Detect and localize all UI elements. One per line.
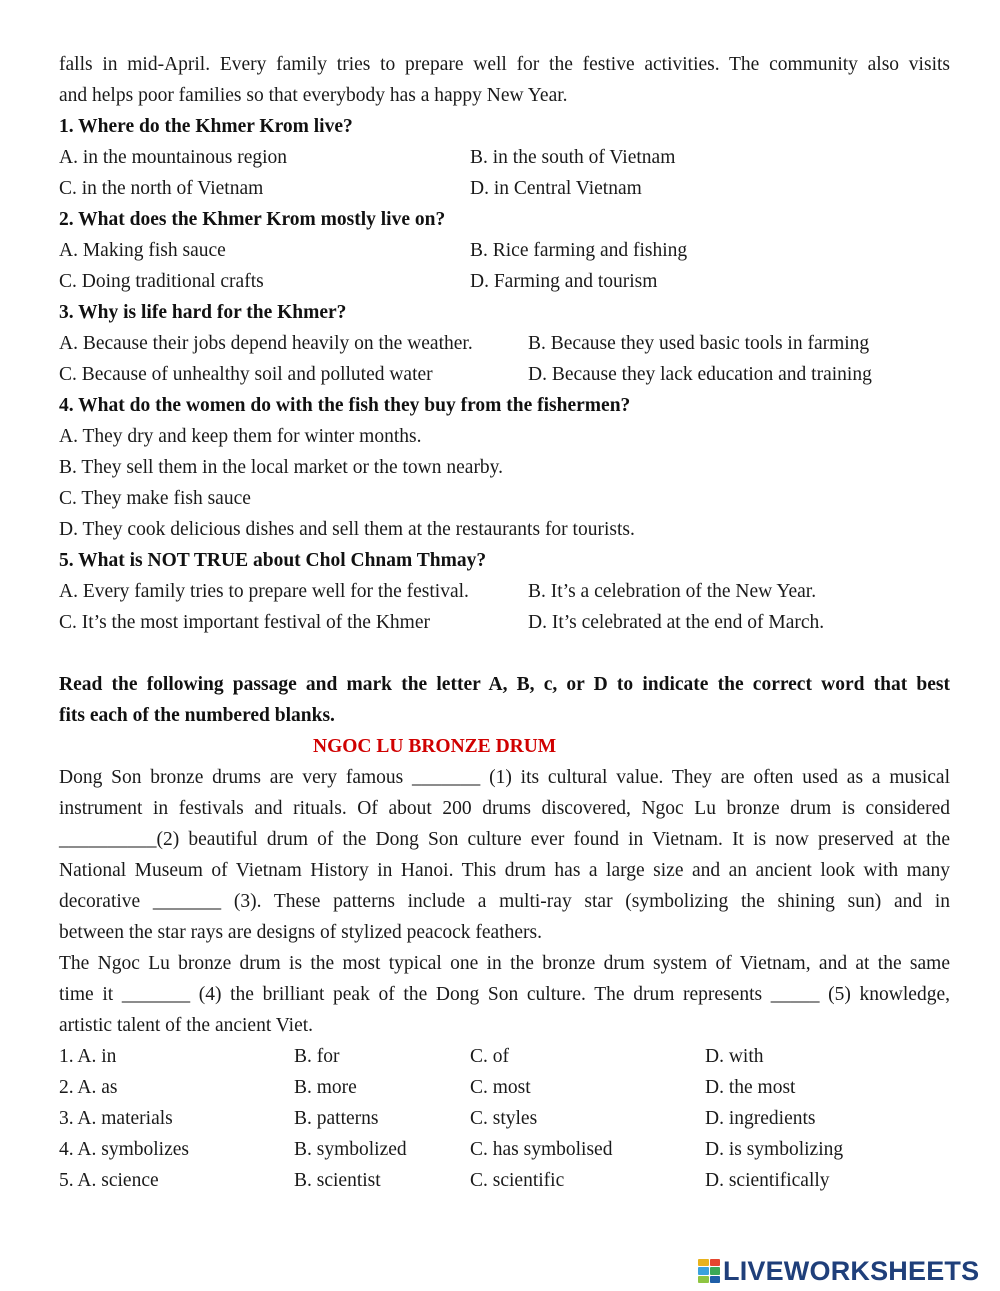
question-5-option-a[interactable]: A. Every family tries to prepare well for the festival. <box>59 581 469 602</box>
passage-line-8: time it _______ (4) the brilliant peak of the Dong Son culture. The drum represents _____ (5) knowledge, <box>59 984 950 1005</box>
question-2-option-c[interactable]: C. Doing traditional crafts <box>59 271 264 292</box>
cloze-2-option-b[interactable]: B. more <box>294 1077 357 1098</box>
logo-block-6 <box>710 1276 721 1283</box>
passage-line-5: decorative _______ (3). These patterns include a multi-ray star (symbolizing the shining sun) and in <box>59 891 950 912</box>
question-2-option-b[interactable]: B. Rice farming and fishing <box>470 240 688 261</box>
passage-line-1: Dong Son bronze drums are very famous _______ (1) its cultural value. They are often used as a musical <box>59 767 950 788</box>
logo-block-1 <box>698 1259 709 1266</box>
passage-line-2: instrument in festivals and rituals. Of about 200 drums discovered, Ngoc Lu bronze drum is considered <box>59 798 950 819</box>
cloze-5-option-c[interactable]: C. scientific <box>470 1170 565 1191</box>
passage-line-4: National Museum of Vietnam History in Hanoi. This drum has a large size and an ancient look with many <box>59 860 950 881</box>
cloze-2-option-c[interactable]: C. most <box>470 1077 531 1098</box>
cloze-4-option-c[interactable]: C. has symbolised <box>470 1139 613 1160</box>
question-1-option-b[interactable]: B. in the south of Vietnam <box>470 147 676 168</box>
question-1-option-a[interactable]: A. in the mountainous region <box>59 147 288 168</box>
question-4-stem: 4. What do the women do with the fish they buy from the fishermen? <box>59 395 631 416</box>
section-2-instruction-line-2: fits each of the numbered blanks. <box>59 705 335 726</box>
logo-block-3 <box>698 1267 709 1274</box>
question-3-stem: 3. Why is life hard for the Khmer? <box>59 302 347 323</box>
cloze-3-option-d[interactable]: D. ingredients <box>705 1108 816 1129</box>
question-3-option-c[interactable]: C. Because of unhealthy soil and polluted water <box>59 364 433 385</box>
logo-block-2 <box>710 1259 721 1266</box>
question-2-option-a[interactable]: A. Making fish sauce <box>59 240 226 261</box>
question-5-stem: 5. What is NOT TRUE about Chol Chnam Thmay? <box>59 550 487 571</box>
cloze-4-option-b[interactable]: B. symbolized <box>294 1139 407 1160</box>
passage-title: NGOC LU BRONZE DRUM <box>313 736 557 757</box>
section-2-instruction-line-1: Read the following passage and mark the letter A, B, c, or D to indicate the correct word that best <box>59 674 950 695</box>
question-5-option-b[interactable]: B. It’s a celebration of the New Year. <box>528 581 817 602</box>
cloze-3-option-c[interactable]: C. styles <box>470 1108 538 1129</box>
question-5-option-c[interactable]: C. It’s the most important festival of the Khmer <box>59 612 430 633</box>
intro-line-1: falls in mid-April. Every family tries to prepare well for the festive activities. The community also visits <box>59 54 950 75</box>
question-1-option-c[interactable]: C. in the north of Vietnam <box>59 178 264 199</box>
question-3-option-b[interactable]: B. Because they used basic tools in farming <box>528 333 870 354</box>
question-4-option-b[interactable]: B. They sell them in the local market or the town nearby. <box>59 457 504 478</box>
question-1-option-d[interactable]: D. in Central Vietnam <box>470 178 642 199</box>
cloze-5-option-d[interactable]: D. scientifically <box>705 1170 830 1191</box>
intro-line-2: and helps poor families so that everybody has a happy New Year. <box>59 85 568 106</box>
cloze-1-option-a[interactable]: 1. A. in <box>59 1046 117 1067</box>
cloze-1-option-c[interactable]: C. of <box>470 1046 509 1067</box>
cloze-2-option-a[interactable]: 2. A. as <box>59 1077 118 1098</box>
cloze-4-option-a[interactable]: 4. A. symbolizes <box>59 1139 189 1160</box>
cloze-1-option-d[interactable]: D. with <box>705 1046 764 1067</box>
question-2-stem: 2. What does the Khmer Krom mostly live on? <box>59 209 446 230</box>
liveworksheets-logo <box>698 1256 979 1286</box>
question-2-option-d[interactable]: D. Farming and tourism <box>470 271 658 292</box>
question-1-stem: 1. Where do the Khmer Krom live? <box>59 116 353 137</box>
question-5-option-d[interactable]: D. It’s celebrated at the end of March. <box>528 612 825 633</box>
question-4-option-c[interactable]: C. They make fish sauce <box>59 488 251 509</box>
cloze-3-option-b[interactable]: B. patterns <box>294 1108 379 1129</box>
question-4-option-d[interactable]: D. They cook delicious dishes and sell them at the restaurants for tourists. <box>59 519 635 540</box>
logo-block-4 <box>710 1267 721 1274</box>
cloze-4-option-d[interactable]: D. is symbolizing <box>705 1139 844 1160</box>
cloze-1-option-b[interactable]: B. for <box>294 1046 340 1067</box>
question-4-option-a[interactable]: A. They dry and keep them for winter months. <box>59 426 422 447</box>
logo-block-5 <box>698 1276 709 1283</box>
cloze-2-option-d[interactable]: D. the most <box>705 1077 796 1098</box>
logo-blocks-icon <box>698 1259 720 1283</box>
cloze-3-option-a[interactable]: 3. A. materials <box>59 1108 173 1129</box>
passage-line-6: between the star rays are designs of stylized peacock feathers. <box>59 922 542 943</box>
cloze-5-option-a[interactable]: 5. A. science <box>59 1170 159 1191</box>
passage-line-9: artistic talent of the ancient Viet. <box>59 1015 314 1036</box>
question-3-option-d[interactable]: D. Because they lack education and training <box>528 364 872 385</box>
logo-text: LIVEWORKSHEETS <box>723 1255 980 1286</box>
passage-line-3: __________(2) beautiful drum of the Dong Son culture ever found in Vietnam. It is now preserved at the <box>59 829 950 850</box>
passage-line-7: The Ngoc Lu bronze drum is the most typical one in the bronze drum system of Vietnam, and at the same <box>59 953 950 974</box>
cloze-5-option-b[interactable]: B. scientist <box>294 1170 381 1191</box>
question-3-option-a[interactable]: A. Because their jobs depend heavily on the weather. <box>59 333 473 354</box>
